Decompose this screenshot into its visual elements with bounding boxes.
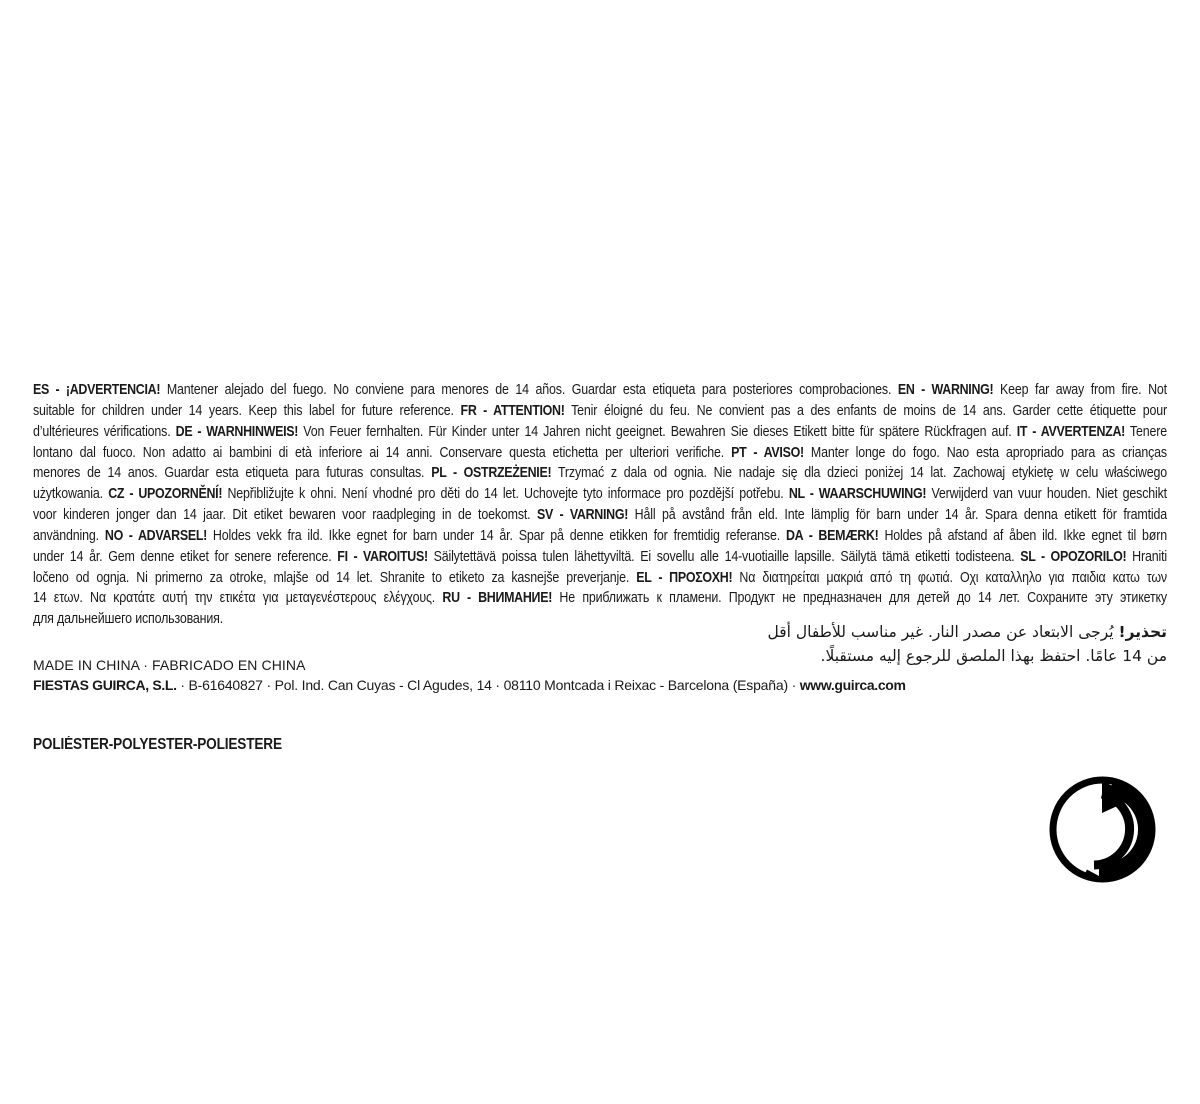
- text-segment: من 14 عامًا. احتفظ بهذا الملصق للرجوع إليه مستقبلًا.: [820, 647, 1167, 665]
- text-line: [33, 677, 1033, 693]
- bold-text-segment: SL - OPOZORILO!: [1020, 548, 1127, 565]
- text-line: [33, 380, 1167, 401]
- text-segment: Holdes vekk fra ild. Ikke egnet for barn under 14 år. Spar på denne etikken for fremtidig referanse.: [206, 527, 786, 544]
- text-segment: · B-61640827 · Pol. Ind. Can Cuyas - Cl Agudes, 14 · 08110 Montcada i Reixac - Barcelona (España) ·: [176, 677, 800, 693]
- bold-text-segment: EL - ΠΡΟΣΟΧΗ!: [636, 569, 733, 586]
- bold-text-segment: PL - OSTRZEŻENIE!: [431, 465, 552, 482]
- text-segment: Keep far away from fire. Not: [993, 382, 1167, 398]
- bold-text-segment: FR - ATTENTION!: [460, 402, 565, 419]
- text-line: [697, 620, 1167, 644]
- made-in-line: MADE IN CHINA · FABRICADO EN CHINA: [33, 657, 306, 673]
- text-segment: voor kinderen jonger dan 14 jaar. Dit etiket bewaren voor raadpleging in de toekomst.: [33, 507, 538, 524]
- bold-text-segment: DA - BEMÆRK!: [785, 527, 879, 544]
- bold-text-segment: EN - WARNING!: [897, 382, 994, 398]
- manufacturer-line: [33, 677, 1033, 693]
- bold-text-segment: DE - WARNHINWEIS!: [175, 423, 299, 440]
- text-segment: användning.: [33, 527, 105, 544]
- bold-text-segment: NO - ADVARSEL!: [104, 527, 207, 544]
- arabic-warning-text: [697, 620, 1167, 668]
- text-segment: Tenere: [1124, 423, 1167, 440]
- text-segment: для дальнейшего использования.: [33, 611, 224, 628]
- text-line: [33, 588, 1167, 609]
- text-line: [33, 422, 1167, 443]
- text-segment: Manter longe do fogo. Nao esta apropriado para as crianças: [803, 444, 1167, 461]
- text-segment: Να διατηρείται μακριά από τη φωτιά. Οχι καταλληλο για παιδια κατω των: [732, 569, 1167, 586]
- text-segment: lontano dal fuoco. Non adatto ai bambini di età inferiore ai 14 anni. Conservare questa etichetta per ulteriori verifiche.: [33, 444, 732, 461]
- text-segment: Nepřibližujte k ohni. Není vhodné pro děti do 14 let. Uchovejte tyto informace pro pozdější potřebu.: [222, 486, 789, 503]
- text-segment: Tenir éloigné du feu. Ne convient pas a des enfants de moins de 14 ans. Garder cette étiquette pour: [564, 402, 1167, 419]
- text-segment: Не приближать к пламени. Продукт не предназначен для детей до 14 лет. Сохраните эту этикетку: [552, 590, 1167, 607]
- multilingual-warning-text: [33, 380, 1167, 630]
- text-segment: użytkowania.: [33, 486, 109, 503]
- text-line: [33, 505, 1167, 526]
- text-segment: ločeno od ognja. Ni primerno za otroke, mlajše od 14 let. Shranite to etiketo za kasnejše preverjanje.: [33, 569, 637, 586]
- text-segment: 14 ετων. Να κρατάτε αυτή την ετικέτα για μεταγενέστερους ελέγχους.: [33, 590, 443, 607]
- bold-text-segment: CZ - UPOZORNĚNÍ!: [108, 486, 223, 503]
- text-segment: d’ultérieures vérifications.: [33, 423, 176, 440]
- text-line: [33, 568, 1167, 589]
- text-line: [33, 443, 1167, 464]
- text-segment: Holdes på afstand af åben ild. Ikke egnet til børn: [878, 527, 1167, 544]
- bold-text-segment: ES - ¡ADVERTENCIA!: [33, 382, 161, 398]
- text-segment: Trzymać z dala od ognia. Nie nadaje się dla dzieci poniżej 14 lat. Zachowaj etykietę w celu właściwego: [551, 465, 1167, 482]
- text-segment: suitable for children under 14 years. Keep this label for future reference.: [33, 402, 461, 419]
- text-line: [697, 644, 1167, 668]
- text-segment: Säilytettävä poissa tulen lähettyviltä. Ei sovellu alle 14-vuotiaille lapsille. Säilytä tämä etiketti todisteena.: [427, 548, 1021, 565]
- green-dot-recycling-icon: [1049, 776, 1156, 883]
- bold-text-segment: NL - WAARSCHUWING!: [788, 486, 927, 503]
- text-line: [33, 463, 1167, 484]
- text-segment: يُرجى الابتعاد عن مصدر النار. غير مناسب للأطفال أقل: [767, 623, 1119, 641]
- text-segment: Hraniti: [1126, 548, 1167, 565]
- bold-text-segment: IT - AVVERTENZA!: [1016, 423, 1125, 440]
- bold-text-segment: تحذير!: [1118, 623, 1167, 641]
- material-composition-line: POLIÉSTER-POLYESTER-POLIESTERE: [33, 736, 282, 753]
- text-line: [33, 401, 1167, 422]
- text-segment: Mantener alejado del fuego. No conviene para menores de 14 años. Guardar esta etiqueta para posteriores comprobaciones.: [160, 382, 898, 398]
- bold-text-segment: www.guirca.com: [799, 677, 906, 693]
- bold-text-segment: FIESTAS GUIRCA, S.L.: [33, 677, 177, 693]
- bold-text-segment: PT - AVISO!: [731, 444, 804, 461]
- bold-text-segment: FI - VAROITUS!: [337, 548, 428, 565]
- text-line: [33, 547, 1167, 568]
- text-segment: under 14 år. Gem denne etiket for senere reference.: [33, 548, 338, 565]
- text-line: [33, 484, 1167, 505]
- text-segment: Håll på avstånd från eld. Inte lämplig för barn under 14 år. Spara denna etikett för framtida: [628, 507, 1167, 524]
- bold-text-segment: SV - VARNING!: [537, 507, 629, 524]
- text-segment: Von Feuer fernhalten. Für Kinder unter 14 Jahren nicht geeignet. Bewahren Sie dieses Etikett bitte für spätere Rückfragen auf.: [298, 423, 1017, 440]
- bold-text-segment: RU - ВНИМАНИЕ!: [442, 590, 553, 607]
- text-segment: menores de 14 anos. Guardar esta etiqueta para futuras consultas.: [33, 465, 432, 482]
- text-segment: Verwijderd van vuur houden. Niet geschikt: [926, 486, 1167, 503]
- text-line: [33, 526, 1167, 547]
